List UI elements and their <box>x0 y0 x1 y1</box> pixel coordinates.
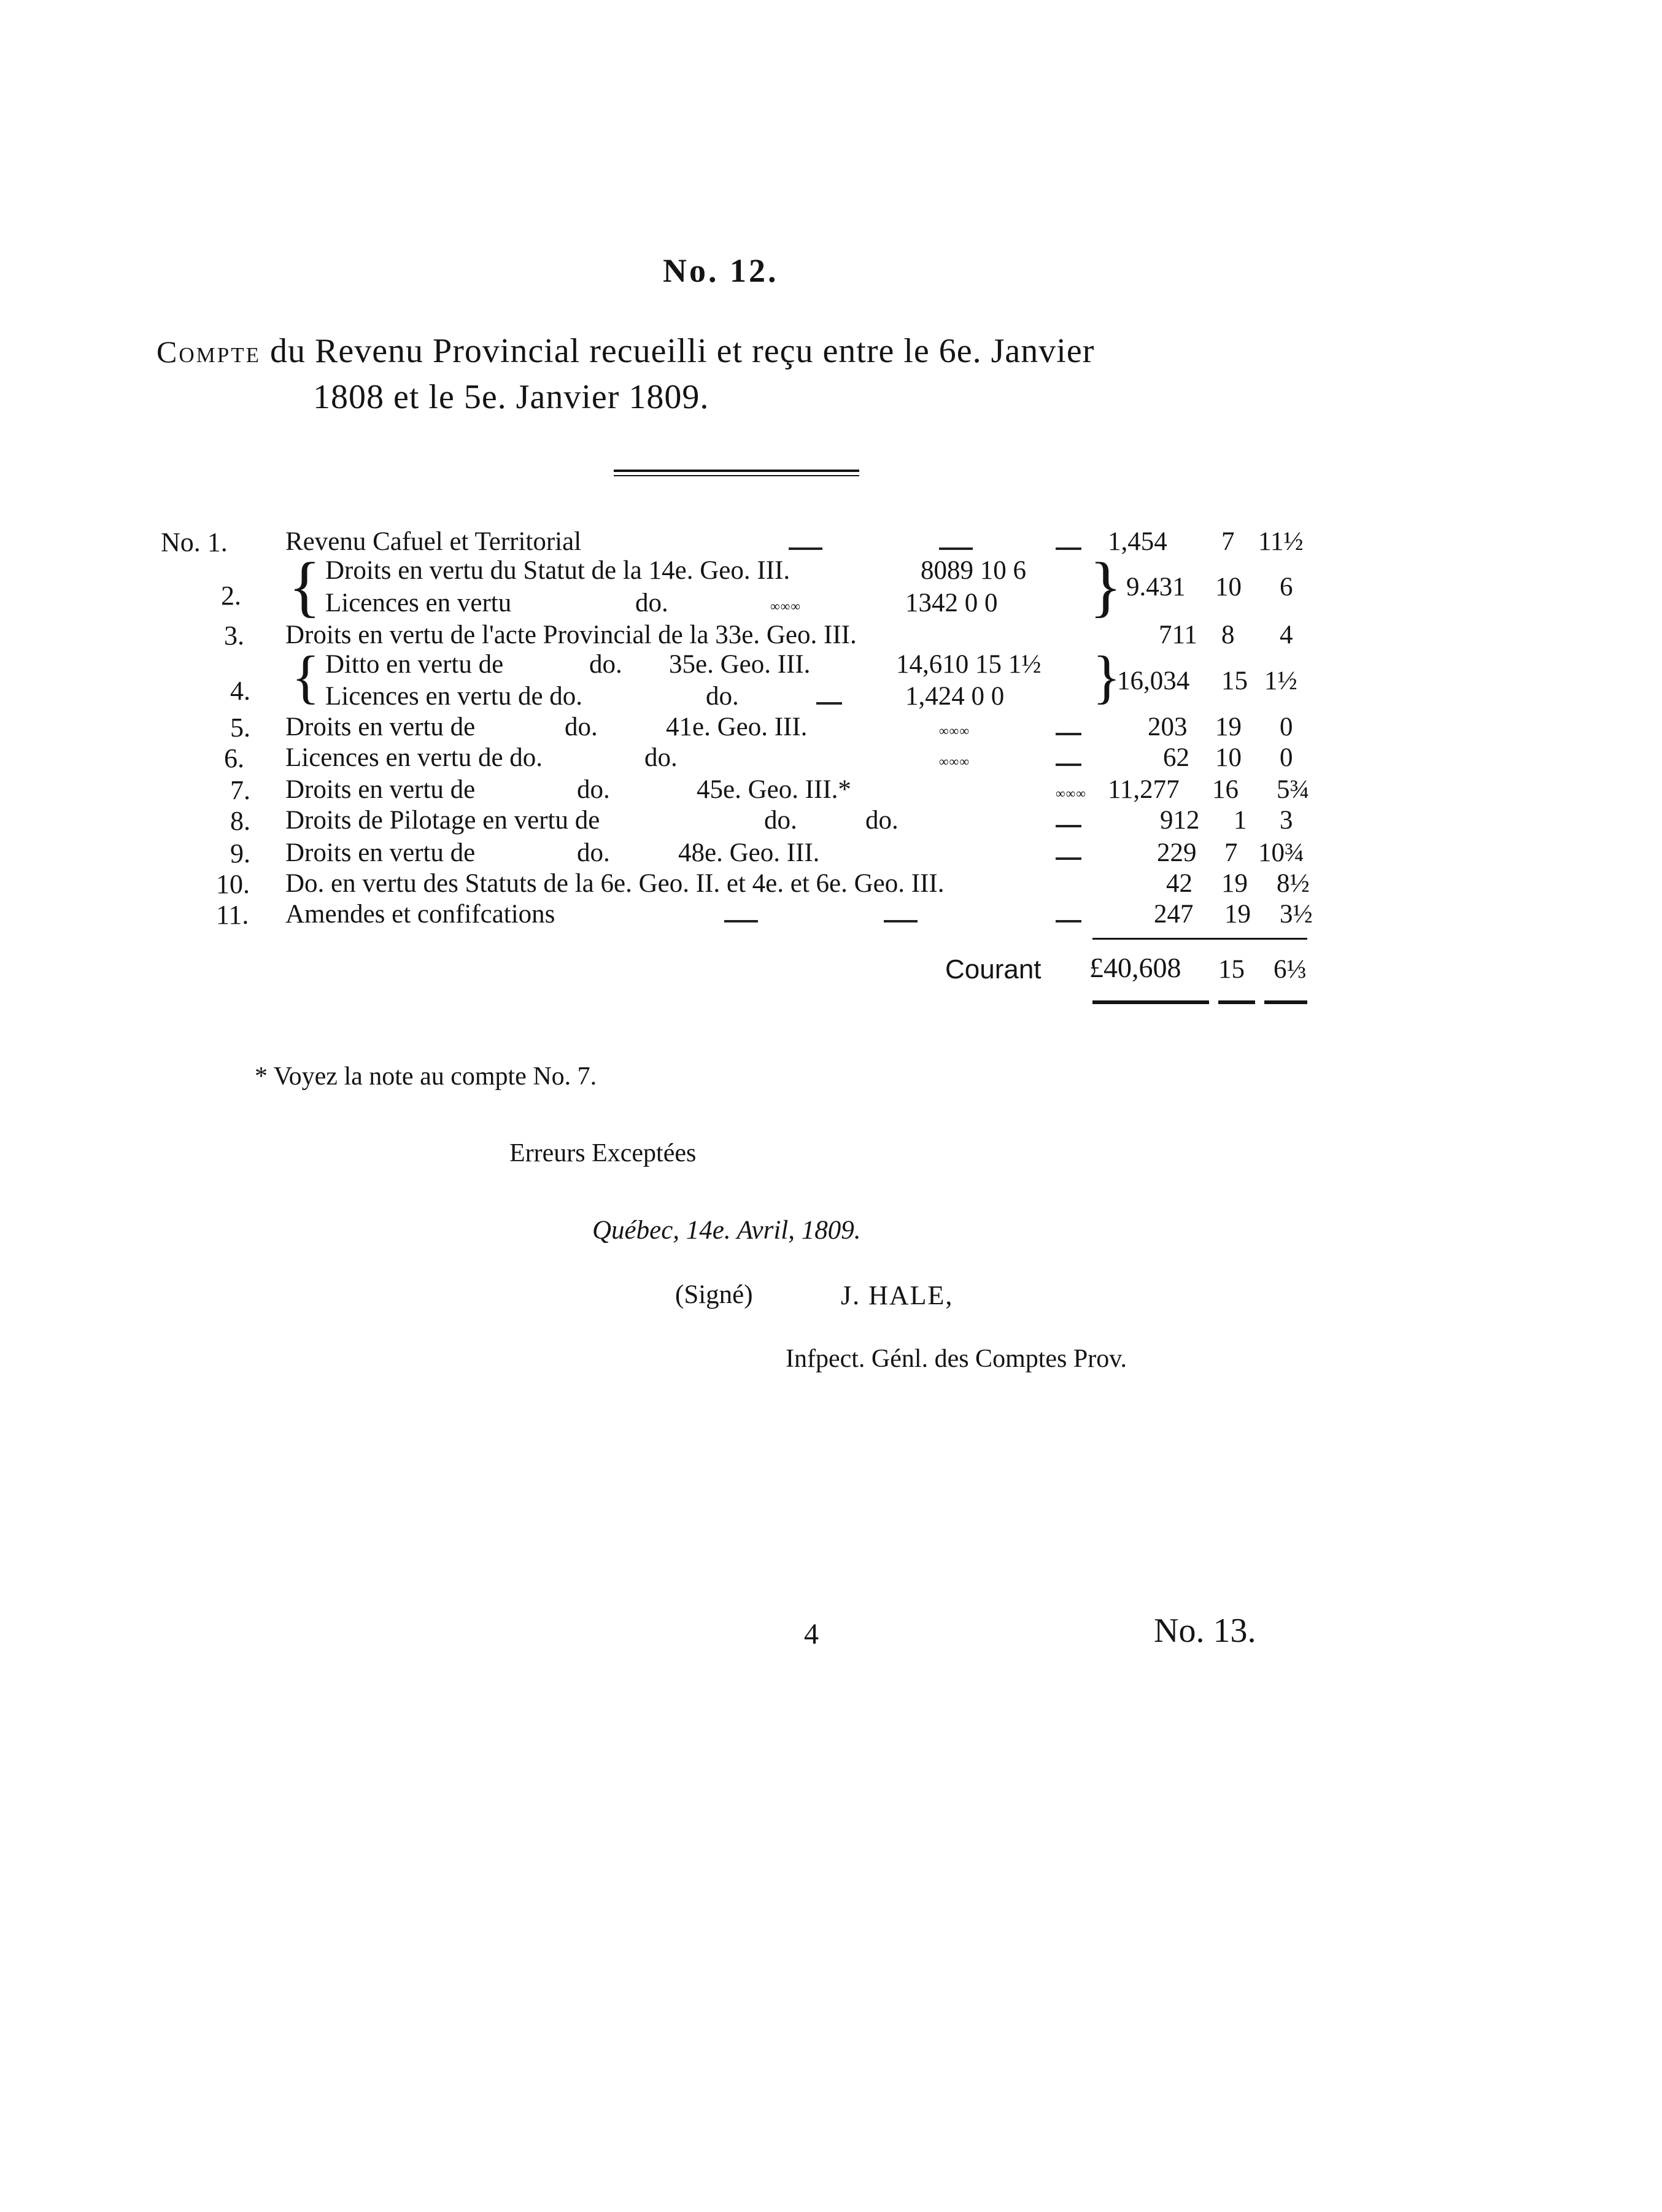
row-number: 11. <box>216 900 249 930</box>
leader-dots: ∞∞∞ <box>939 723 970 738</box>
left-brace: { <box>292 644 320 710</box>
statute-reference: 41e. Geo. III. <box>666 713 808 741</box>
amount-pounds: 1,454 <box>1108 527 1167 556</box>
amount-pounds: 203 <box>1148 713 1188 741</box>
amount-pence: 1½ <box>1264 667 1297 695</box>
sub-description: Licences en vertu de do. <box>325 682 583 711</box>
row-description: Licences en vertu de do. <box>285 743 543 772</box>
amount-pence: 4 <box>1280 621 1293 649</box>
amount-shillings: 1 <box>1234 806 1247 835</box>
sub-description: Licences en vertu <box>325 589 512 617</box>
row-description: Do. en vertu des Statuts de la 6e. Geo. II. et 4e. et 6e. Geo. III. <box>285 869 945 898</box>
separator-dash <box>724 915 758 926</box>
account-number-heading: No. 12. <box>663 252 779 289</box>
separator-dash <box>1056 819 1081 830</box>
amount-shillings: 10 <box>1215 743 1242 772</box>
amount-pounds: 247 <box>1154 900 1194 929</box>
amount-pence: 3½ <box>1280 900 1313 929</box>
title-rule <box>614 470 859 472</box>
footnote: * Voyez la note au compte No. 7. <box>255 1062 597 1091</box>
ditto-mark: do. <box>589 650 622 679</box>
amount-shillings: 7 <box>1224 838 1238 867</box>
amount-shillings: 19 <box>1215 713 1242 741</box>
signer-name: J. HALE, <box>841 1280 954 1310</box>
amount-pence: 5¾ <box>1277 775 1310 804</box>
amount-pounds: 11,277 <box>1108 775 1180 804</box>
page-number: 4 <box>804 1618 819 1650</box>
total-pounds: £40,608 <box>1089 952 1181 983</box>
total-label: Courant <box>945 954 1042 984</box>
amount-shillings: 16 <box>1212 775 1239 804</box>
left-brace: { <box>288 549 321 624</box>
row-number: 5. <box>230 713 250 743</box>
separator-dash <box>1056 542 1081 553</box>
sub-description: Ditto en vertu de <box>325 650 504 679</box>
title-rest: du Revenu Provincial recueilli et reçu entre le 6e. Janvier <box>269 332 1095 370</box>
title-smallcaps: Compte <box>157 335 261 369</box>
total-pence: 6⅓ <box>1274 955 1307 984</box>
amount-shillings: 8 <box>1221 621 1235 649</box>
row-number: 6. <box>224 743 244 773</box>
amount-shillings: 15 <box>1221 667 1248 695</box>
row-number: 8. <box>230 806 250 836</box>
right-brace: } <box>1092 644 1121 710</box>
sub-description: Droits en vertu du Statut de la 14e. Geo. III. <box>325 556 790 585</box>
ditto-mark: do. <box>644 743 678 772</box>
separator-dash <box>816 697 842 708</box>
row-number: 7. <box>230 775 250 805</box>
sub-amount: 14,610 15 1½ <box>896 650 1042 679</box>
separator-dash <box>1056 915 1081 926</box>
amount-shillings: 10 <box>1215 573 1242 601</box>
separator-dash <box>1056 852 1081 863</box>
leader-dots: ∞∞∞ <box>770 598 802 614</box>
row-number: No. 1. <box>161 527 228 557</box>
place-date: Québec, 14e. Avril, 1809. <box>592 1216 861 1245</box>
amount-pence: 0 <box>1280 743 1293 772</box>
amount-pounds: 62 <box>1163 743 1189 772</box>
ditto-mark: do. <box>635 589 668 617</box>
ditto-mark: do. <box>764 806 797 835</box>
ditto-mark: do. <box>577 775 610 804</box>
separator-dash <box>1056 758 1081 769</box>
row-description: Droits de Pilotage en vertu de <box>285 806 600 835</box>
ditto-mark: do. <box>565 713 598 741</box>
row-number: 2. <box>221 581 241 611</box>
catchword: No. 13. <box>1154 1612 1256 1650</box>
separator-dash <box>789 542 822 553</box>
amount-pence: 6 <box>1280 573 1293 601</box>
amount-pounds: 229 <box>1157 838 1197 867</box>
row-number: 9. <box>230 838 250 868</box>
row-description: Droits en vertu de <box>285 838 476 867</box>
row-description: Amendes et confifcations <box>285 900 555 929</box>
title-line-2: 1808 et le 5e. Janvier 1809. <box>313 378 709 416</box>
subtotal-rule <box>1092 938 1307 940</box>
amount-shillings: 19 <box>1221 869 1248 898</box>
row-number: 10. <box>216 869 250 899</box>
amount-shillings: 7 <box>1221 527 1235 556</box>
separator-dash <box>1056 727 1081 738</box>
statute-reference: 48e. Geo. III. <box>678 838 820 867</box>
total-rule <box>1264 1000 1307 1004</box>
amount-pence: 0 <box>1280 713 1293 741</box>
signer-title: Infpect. Génl. des Comptes Prov. <box>786 1345 1127 1373</box>
amount-pence: 3 <box>1280 806 1293 835</box>
ditto-mark: do. <box>706 682 739 711</box>
total-rule <box>1092 1000 1209 1004</box>
leader-dots: ∞∞∞ <box>1056 786 1087 801</box>
sub-amount: 1,424 0 0 <box>905 682 1005 711</box>
title-line-1 <box>157 331 1094 371</box>
row-description: Droits en vertu de <box>285 713 476 741</box>
row-description: Revenu Cafuel et Territorial <box>285 527 582 556</box>
title-rule-thin <box>614 475 859 476</box>
leader-dots: ∞∞∞ <box>939 754 970 769</box>
row-number: 4. <box>230 676 250 706</box>
statute-reference: 45e. Geo. III.* <box>697 775 851 804</box>
separator-dash <box>939 542 973 553</box>
signed-mark: (Signé) <box>675 1280 753 1309</box>
sub-amount: 1342 0 0 <box>905 589 998 617</box>
amount-shillings: 19 <box>1224 900 1251 929</box>
sub-amount: 8089 10 6 <box>921 556 1026 585</box>
amount-pence: 11½ <box>1258 527 1304 556</box>
amount-pounds: 912 <box>1160 806 1200 835</box>
row-description: Droits en vertu de l'acte Provincial de la 33e. Geo. III. <box>285 621 857 649</box>
errata-note: Erreurs Exceptées <box>509 1139 697 1167</box>
amount-pounds: 16,034 <box>1117 667 1190 695</box>
statute-reference: 35e. Geo. III. <box>669 650 811 679</box>
amount-pence: 8½ <box>1277 869 1310 898</box>
amount-pounds: 9.431 <box>1126 573 1186 601</box>
amount-pence: 10¾ <box>1258 838 1305 867</box>
amount-pounds: 711 <box>1159 621 1197 649</box>
ditto-mark: do. <box>577 838 610 867</box>
total-rule <box>1218 1000 1255 1004</box>
row-number: 3. <box>224 621 244 651</box>
total-shillings: 15 <box>1218 955 1245 984</box>
amount-pounds: 42 <box>1166 869 1192 898</box>
separator-dash <box>884 915 918 926</box>
row-description: Droits en vertu de <box>285 775 476 804</box>
ditto-mark: do. <box>865 806 899 835</box>
right-brace: } <box>1089 549 1122 624</box>
